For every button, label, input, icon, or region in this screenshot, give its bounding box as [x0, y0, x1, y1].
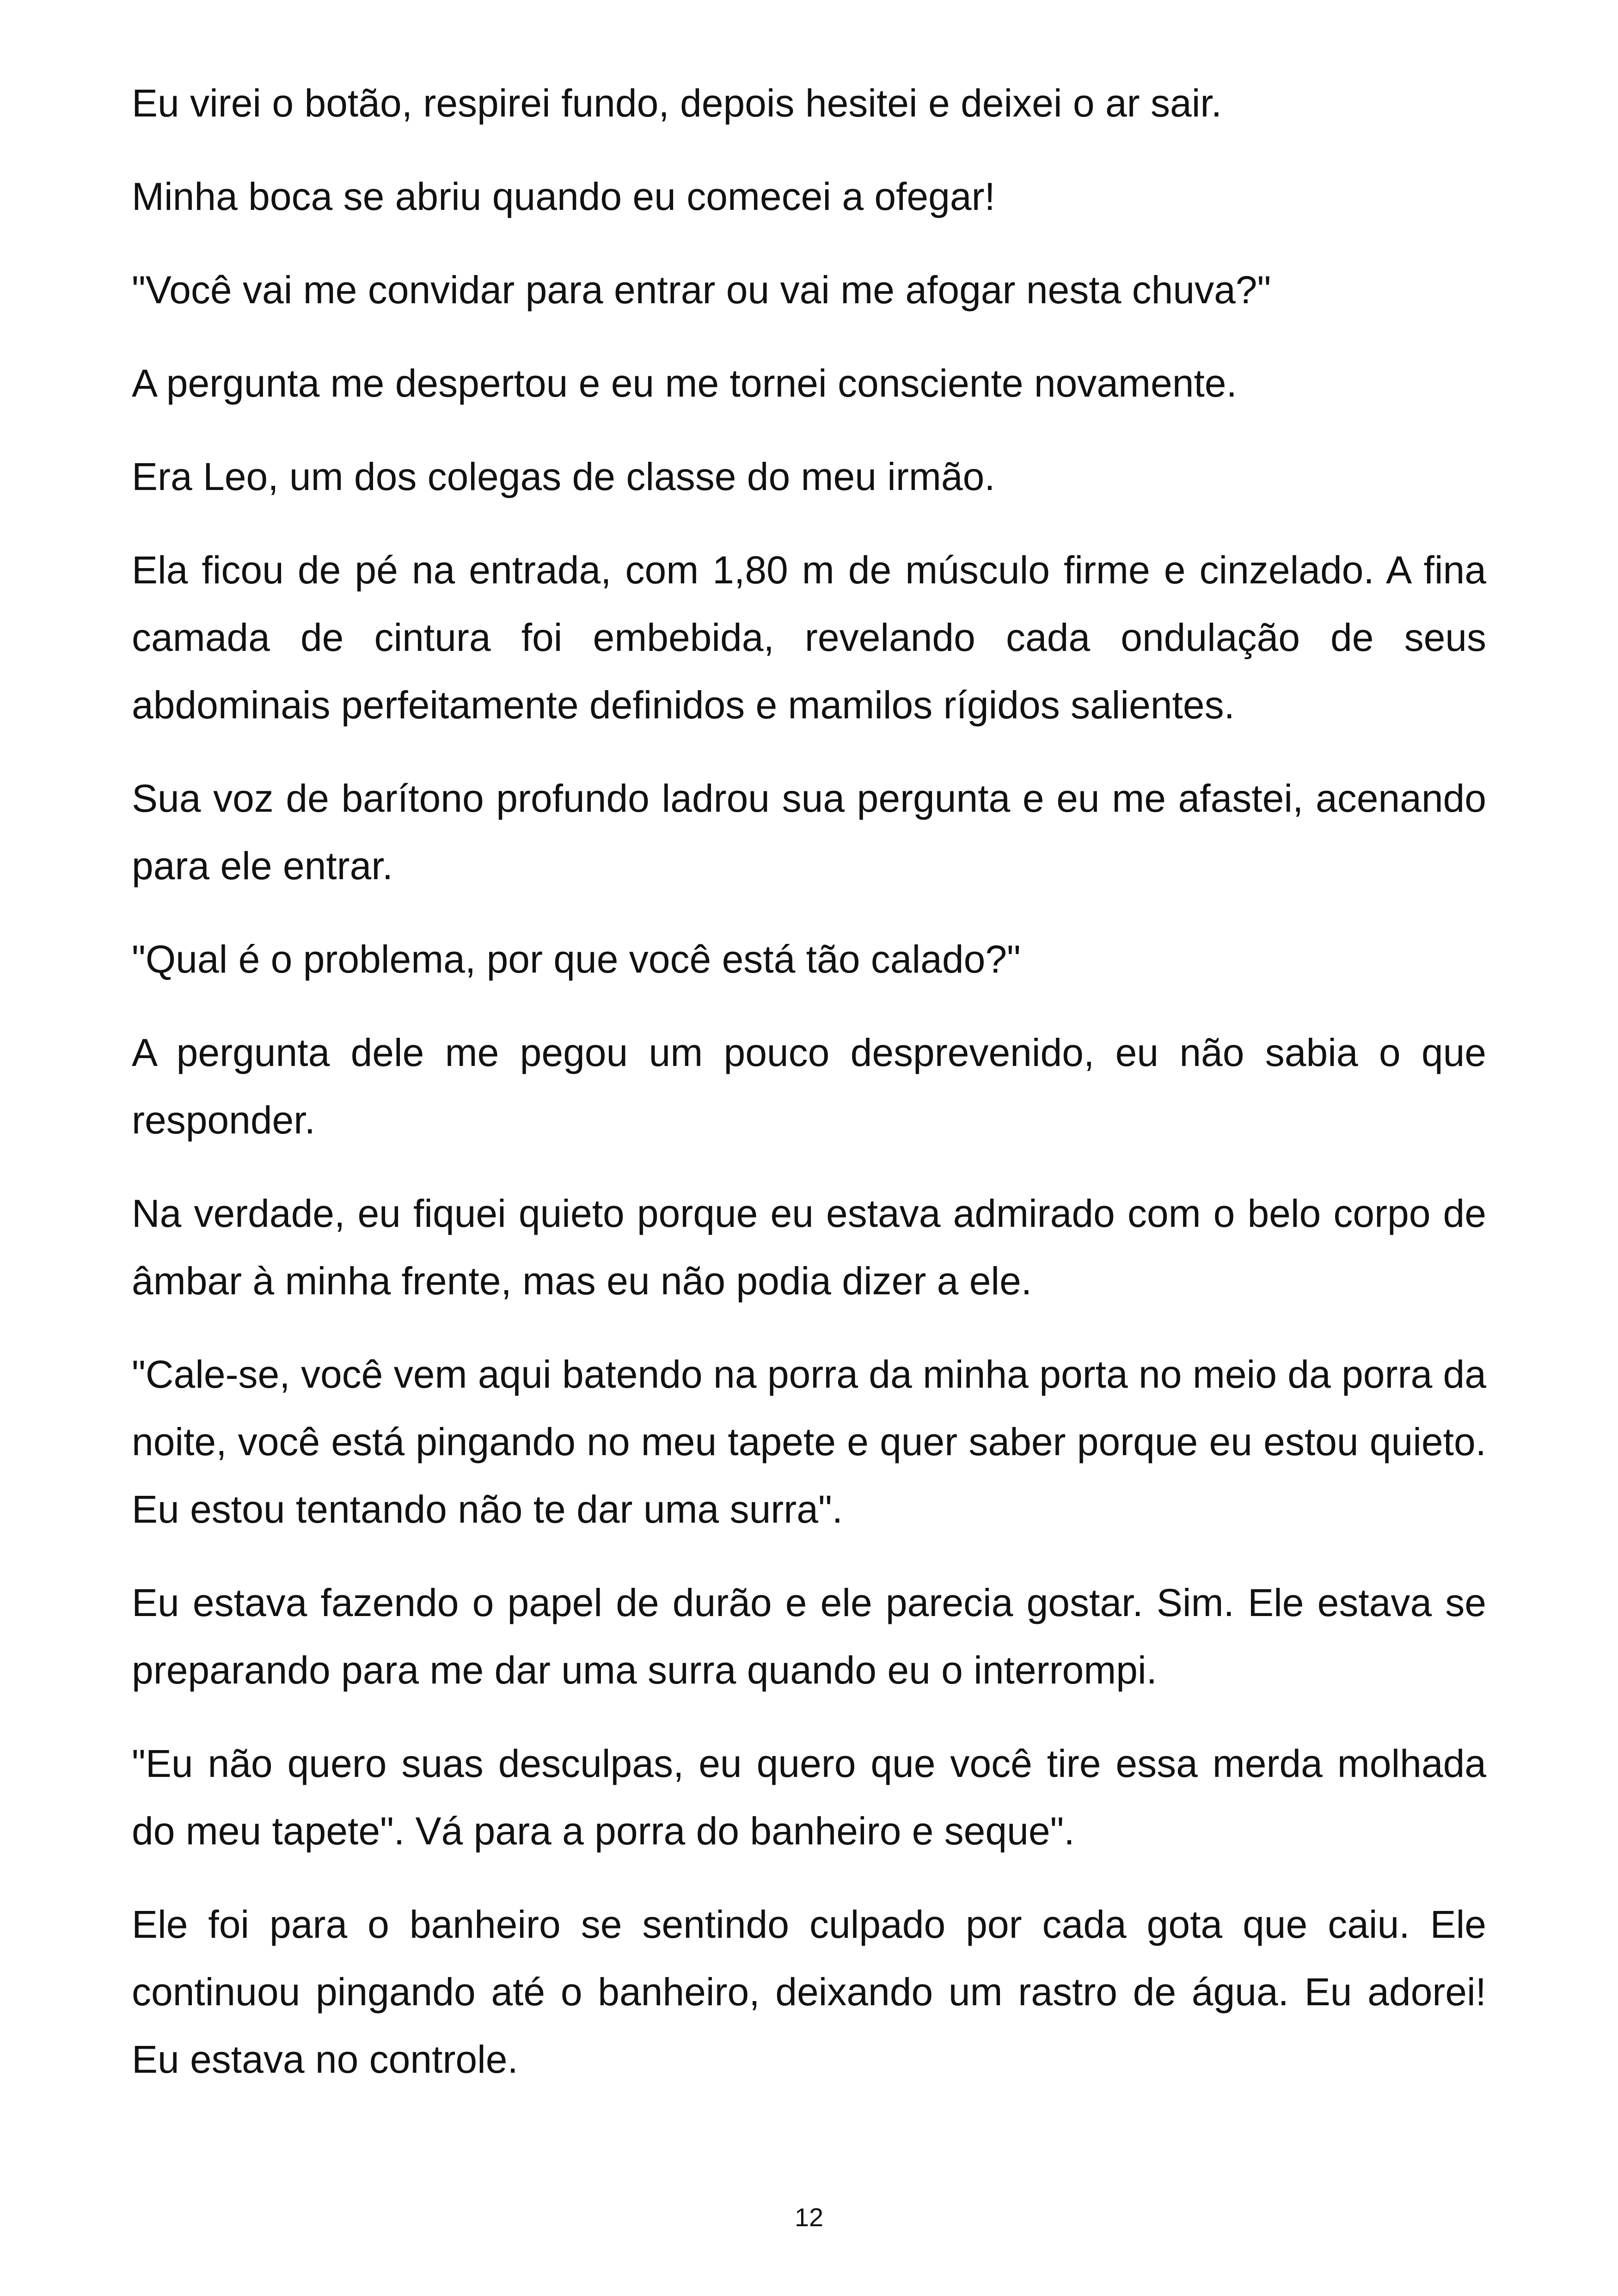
- page-number: 12: [794, 2203, 824, 2232]
- paragraph-13: "Eu não quero suas desculpas, eu quero que você tire essa merda molhada do meu tapete". Vá para a porra do banheiro e seque".: [132, 1742, 1486, 1853]
- paragraph-7: Sua voz de barítono profundo ladrou sua pergunta e eu me afastei, acenando para ele entrar.: [132, 777, 1486, 888]
- paragraph-5: Era Leo, um dos colegas de classe do meu irmão.: [132, 455, 995, 498]
- paragraph-9: A pergunta dele me pegou um pouco desprevenido, eu não sabia o que responder.: [132, 1031, 1486, 1142]
- paragraph-2: Minha boca se abriu quando eu comecei a ofegar!: [132, 175, 995, 218]
- body-text: [132, 69, 1486, 2119]
- paragraph-12: Eu estava fazendo o papel de durão e ele parecia gostar. Sim. Ele estava se preparando para me dar uma surra quando eu o interrompi.: [132, 1581, 1486, 1692]
- paragraph-14: Ele foi para o banheiro se sentindo culpado por cada gota que caiu. Ele continuou pingando até o banheiro, deixando um rastro de água. Eu adorei! Eu estava no controle.: [132, 1903, 1486, 2081]
- paragraph-10: Na verdade, eu fiquei quieto porque eu estava admirado com o belo corpo de âmbar à minha frente, mas eu não podia dizer a ele.: [132, 1192, 1486, 1303]
- paragraph-8: "Qual é o problema, por que você está tão calado?": [132, 937, 1021, 981]
- paragraph-6: Ela ficou de pé na entrada, com 1,80 m de músculo firme e cinzelado. A fina camada de cintura foi embebida, revelando cada ondulação de seus abdominais perfeitamente definidos e mamilos rígidos salientes.: [132, 548, 1486, 727]
- paragraph-4: A pergunta me despertou e eu me tornei consciente novamente.: [132, 361, 1237, 405]
- paragraph-11: "Cale-se, você vem aqui batendo na porra da minha porta no meio da porra da noite, você está pingando no meu tapete e quer saber porque eu estou quieto. Eu estou tentando não te dar uma surra".: [132, 1353, 1486, 1531]
- paragraph-3: "Você vai me convidar para entrar ou vai me afogar nesta chuva?": [132, 268, 1271, 312]
- paragraph-1: Eu virei o botão, respirei fundo, depois hesitei e deixei o ar sair.: [132, 81, 1222, 125]
